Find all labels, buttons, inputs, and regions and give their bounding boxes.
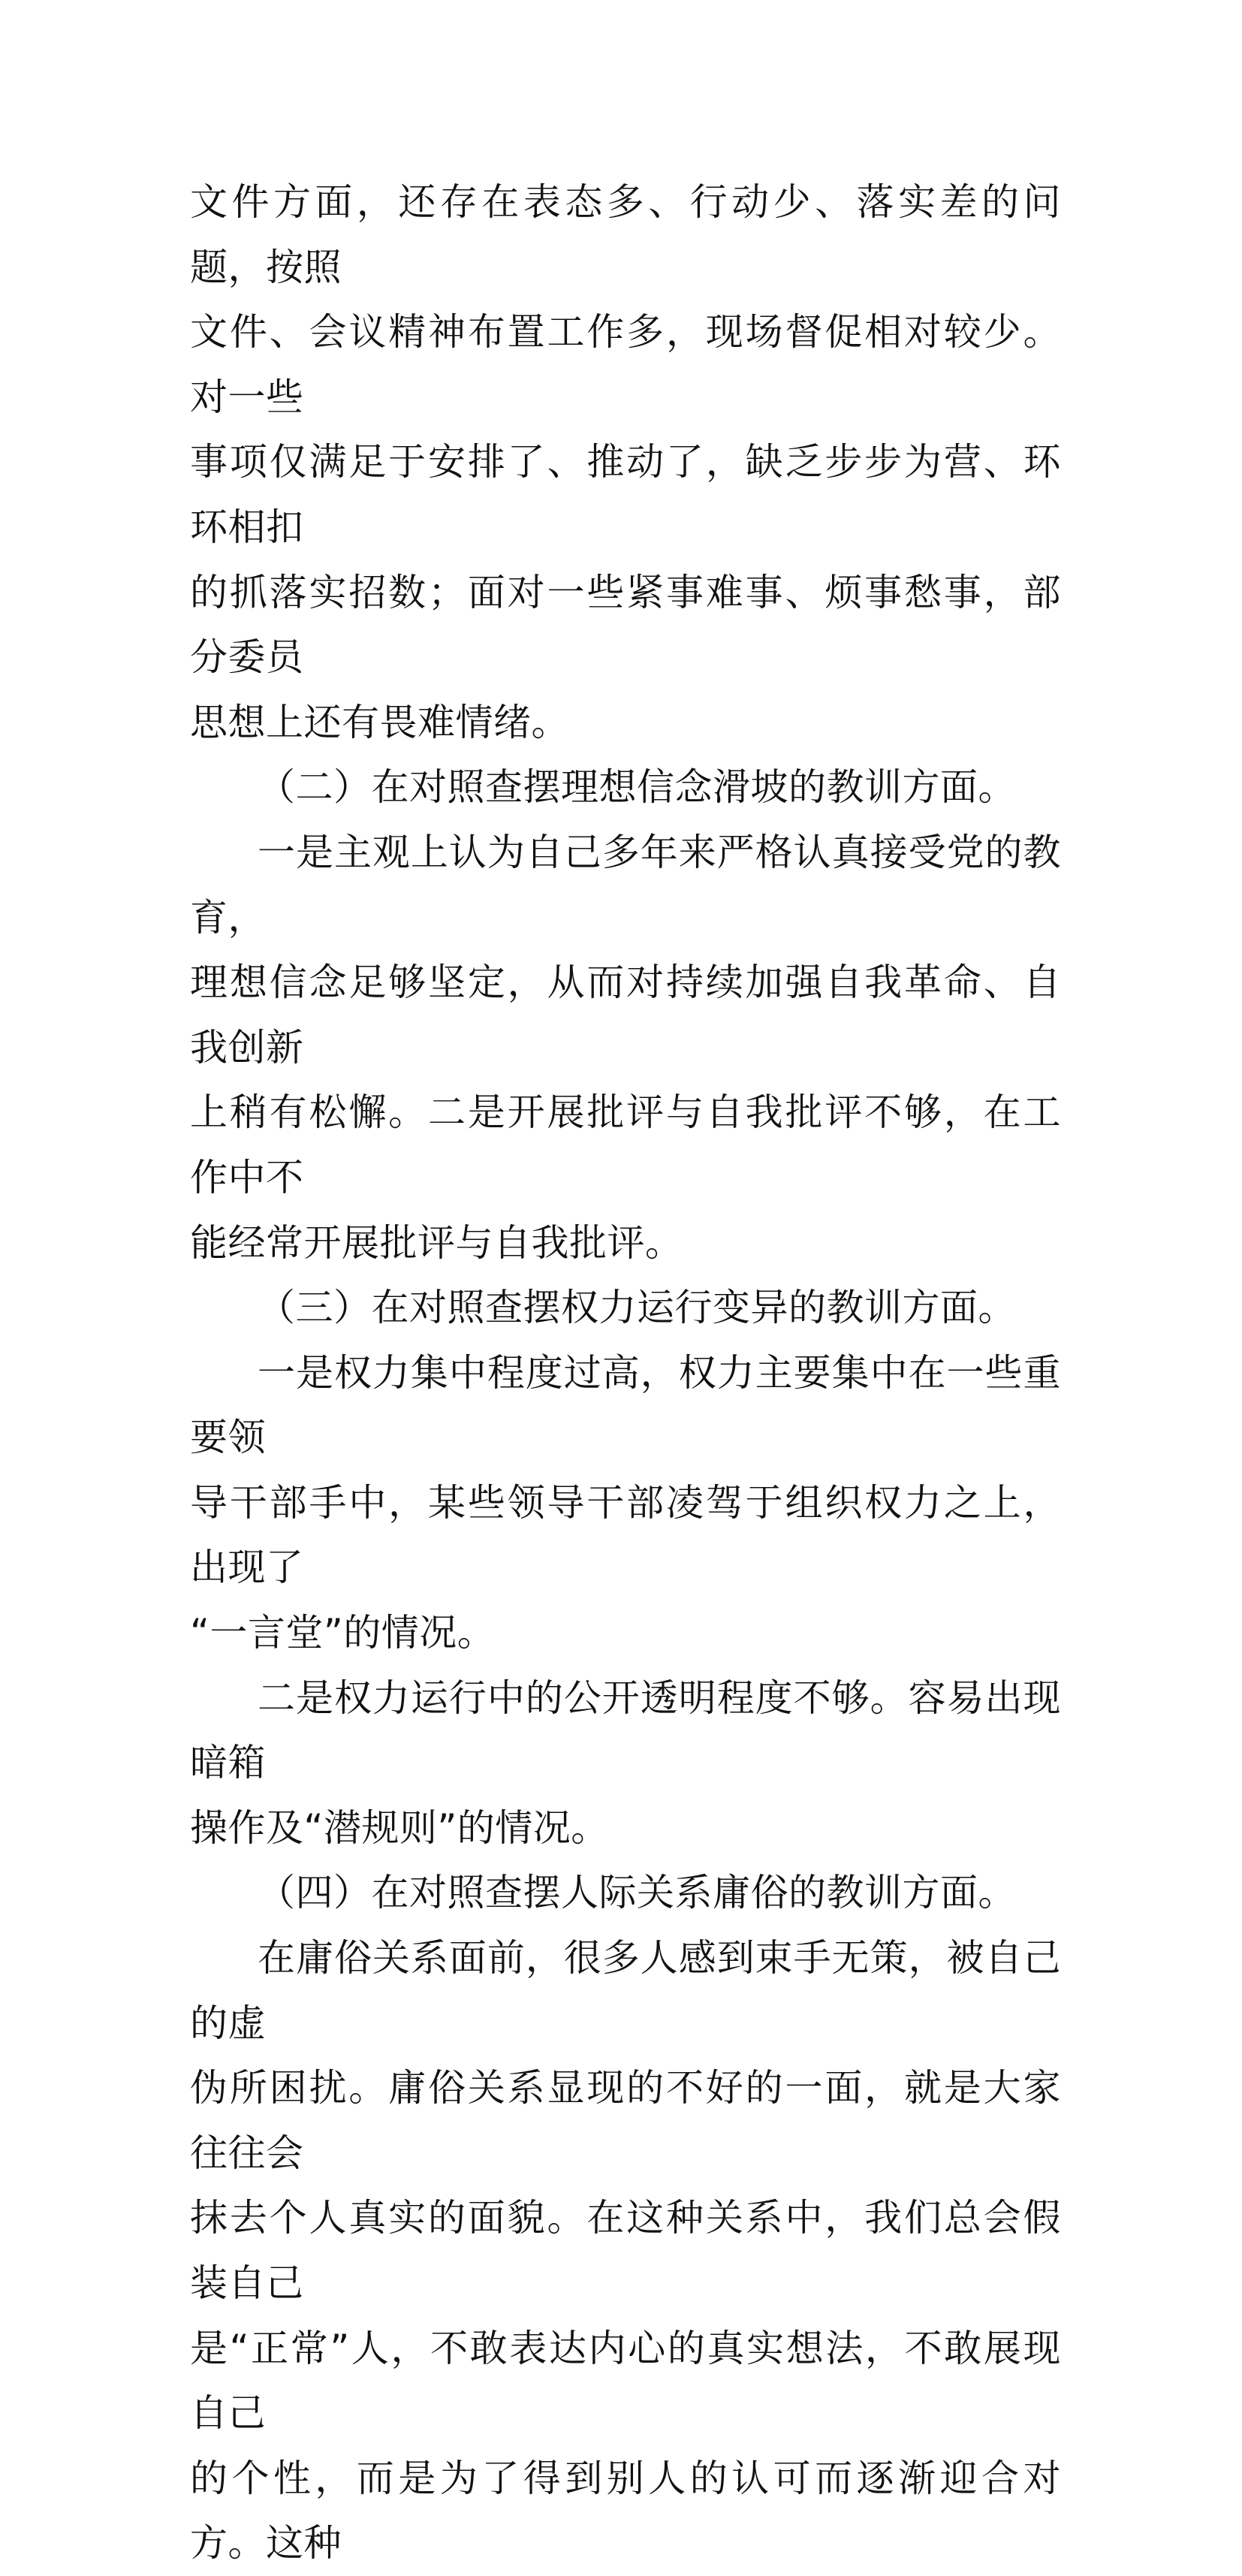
text-line: 二是权力运行中的公开透明程度不够。容易出现暗箱 (190, 1676, 1061, 1785)
text-line: 在庸俗关系面前，很多人感到束手无策，被自己的虚 (190, 1936, 1061, 2045)
text-line: 伪所困扰。庸俗关系显现的不好的一面，就是大家往往会 (190, 2066, 1061, 2175)
text-line: 理想信念足够坚定，从而对持续加强自我革命、自我创新 (190, 961, 1061, 1069)
paragraph-2 (190, 820, 1061, 1275)
text-line: 上稍有松懈。二是开展批评与自我批评不够，在工作中不 (190, 1090, 1061, 1199)
document-body (190, 170, 1061, 2576)
paragraph-4 (190, 1341, 1061, 1666)
text-line: 文件、会议精神布置工作多，现场督促相对较少。对一些 (190, 310, 1061, 419)
section-heading-4: （四）在对照查摆人际关系庸俗的教训方面。 (258, 1871, 1016, 1915)
paragraph-5 (190, 1666, 1061, 1861)
text-line: 一是权力集中程度过高，权力主要集中在一些重要领 (190, 1350, 1061, 1460)
text-line: “一言堂”的情况。 (190, 1611, 496, 1655)
text-line: 的抓落实招数；面对一些紧事难事、烦事愁事，部分委员 (190, 570, 1061, 680)
text-line: 一是主观上认为自己多年来严格认真接受党的教育， (190, 830, 1061, 940)
section-heading-3: （三）在对照查摆权力运行变异的教训方面。 (258, 1286, 1016, 1330)
text-line: 是“正常”人，不敢表达内心的真实想法，不敢展现自己 (190, 2326, 1061, 2436)
text-line: 文件方面，还存在表态多、行动少、落实差的问题，按照 (190, 180, 1061, 289)
text-line: 操作及“潜规则”的情况。 (190, 1805, 609, 1850)
paragraph-7 (190, 1926, 1061, 2576)
section-heading-2: （二）在对照查摆理想信念滑坡的教训方面。 (258, 765, 1016, 810)
text-line: 能经常开展批评与自我批评。 (190, 1220, 683, 1265)
text-line: 的个性，而是为了得到别人的认可而逐渐迎合对方。这种 (190, 2456, 1061, 2565)
text-line: 事项仅满足于安排了、推动了，缺乏步步为营、环环相扣 (190, 440, 1061, 549)
text-line: 导干部手中，某些领导干部凌驾于组织权力之上，出现了 (190, 1480, 1061, 1590)
text-line: 思想上还有畏难情绪。 (190, 700, 569, 744)
text-line: 抹去个人真实的面貌。在这种关系中，我们总会假装自己 (190, 2196, 1061, 2305)
paragraph-continuation (190, 170, 1061, 755)
